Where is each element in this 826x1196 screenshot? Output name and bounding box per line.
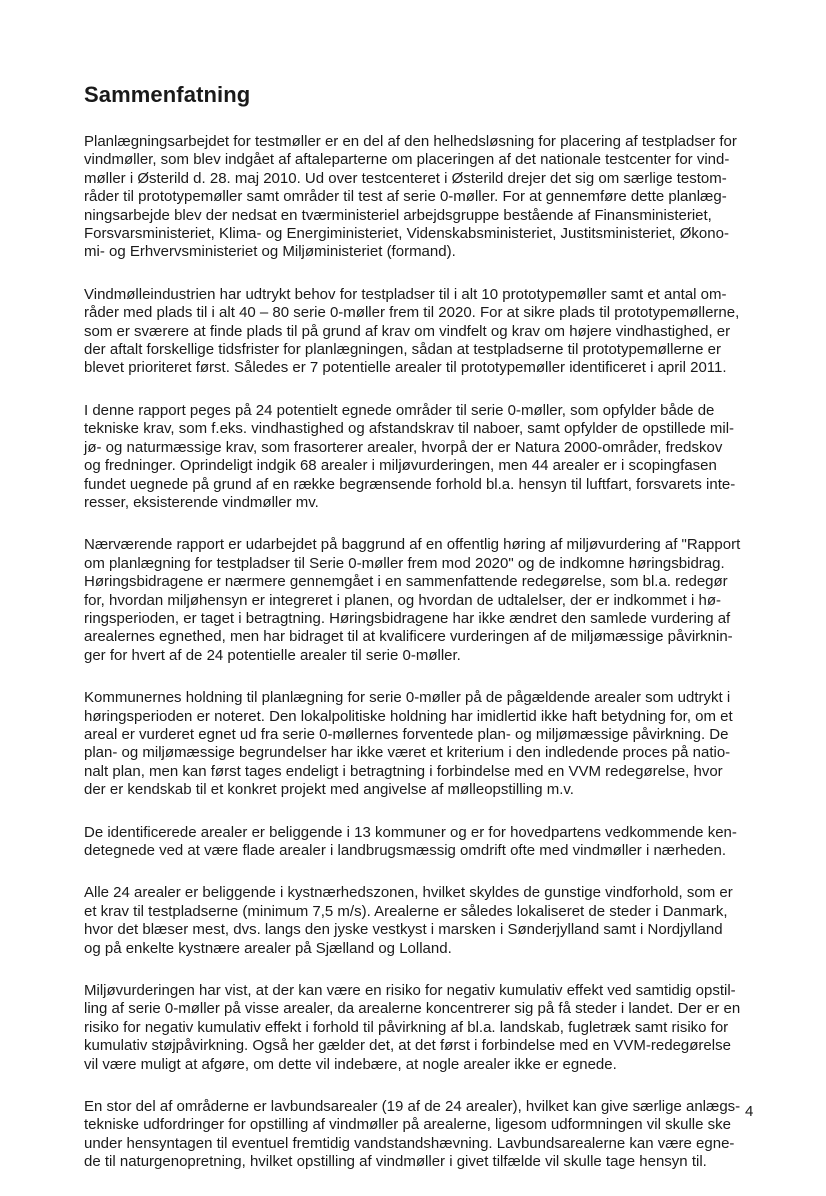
paragraph: I denne rapport peges på 24 potentielt egnede områder til serie 0-møller, som opfylder både de tekniske krav, som f.eks. vindhastighed og afstandskrav til naboer, samt opfylder de opstillede mil- jø- og naturmæssige krav, som frasorterer arealer, hvorpå der er Natura 2000-områder, fredskov og fredninger. Oprindeligt indgik 68 arealer i miljøvurderingen, men 44 arealer er i scopingfasen fundet uegnede på grund af en række begrænsende forhold bl.a. hensyn til luftfart, forsvarets inte- resser, eksisterende vindmøller mv. xyxy=(84,401,736,511)
paragraph: Kommunernes holdning til planlægning for serie 0-møller på de pågældende arealer som udtrykt i høringsperioden er noteret. Den lokalpolitiske holdning har imidlertid ikke haft betydning for, om et areal er vurderet egnet ud fra serie 0-møllernes forventede plan- og miljømæssige påvirkning. De plan- og miljømæssige begrundelser har ikke været et kriterium i den indledende proces på natio- nalt plan, men kan først tages endeligt i betragtning i forbindelse med en VVM redegørelse, hvor der er kendskab til et konkret projekt med angivelse af mølleopstilling m.v. xyxy=(84,689,733,799)
paragraph: Planlægningsarbejdet for testmøller er en del af den helhedsløsning for placering af testpladser for vindmøller, som blev indgået af aftaleparterne om placeringen af det nationale testcenter for vind- møller i Østerild d. 28. maj 2010. Ud over testcenteret i Østerild drejer det sig om særlige testom- råder til prototypemøller samt områder til test af serie 0-møller. For at gennemføre dette planlæg- ningsarbejde blev der nedsat en tværministeriel arbejdsgruppe bestående af Finansministeriet, Forsvarsministeriet, Klima- og Energiministeriet, Videnskabsministeriet, Justitsministeriet, Økono- mi- og Erhvervsministeriet og Miljøministeriet (formand). xyxy=(84,133,737,261)
page-title: Sammenfatning xyxy=(84,82,251,107)
paragraph: Miljøvurderingen har vist, at der kan være en risiko for negativ kumulativ effekt ved samtidig opstil- ling af serie 0-møller på visse arealer, da arealerne koncentrerer sig på få steder i landet. Der er en risiko for negativ kumulativ effekt i forhold til påvirkning af bl.a. landskab, fugletræk samt risiko for kumulativ støjpåvirkning. Også her gælder det, at det først i forbindelse med en VVM-redegørelse vil være muligt at afgøre, om dette vil indebære, at nogle arealer ikke er egnede. xyxy=(84,982,741,1073)
paragraph: De identificerede arealer er beliggende i 13 kommuner og er for hovedpartens vedkommende ken- detegnede ved at være flade arealer i landbrugsmæssig omdrift ofte med vindmøller i nærheden. xyxy=(84,823,737,859)
paragraph: Nærværende rapport er udarbejdet på baggrund af en offentlig høring af miljøvurdering af "Rapport om planlægning for testpladser til Serie 0-møller frem mod 2020" og de indkomne høringsbidrag. Høringsbidragene er nærmere gennemgået i en sammenfattende redegørelse, som bl.a. redegør for, hvordan miljøhensyn er integreret i planen, og hvordan de udtalelser, der er indkommet i hø- ringsperioden, er taget i betragtning. Høringsbidragene har ikke ændret den samlede vurdering af arealernes egnethed, men har bidraget til at kvalificere vurderingen af de miljømæssige påvirknin- ger for hvert af de 24 potentielle arealer til serie 0-møller. xyxy=(84,536,741,664)
paragraph: Alle 24 arealer er beliggende i kystnærhedszonen, hvilket skyldes de gunstige vindforhold, som er et krav til testpladserne (minimum 7,5 m/s). Arealerne er således lokaliseret de steder i Danmark, hvor det blæser mest, dvs. langs den jyske vestkyst i marsken i Sønderjylland samt i Nordjylland og på enkelte kystnære arealer på Sjælland og Lolland. xyxy=(84,884,733,957)
page-number: 4 xyxy=(745,1103,754,1120)
paragraph: Vindmølleindustrien har udtrykt behov for testpladser til i alt 10 prototypemøller samt et antal om- råder med plads til i alt 40 – 80 serie 0-møller frem til 2020. For at sikre plads til prototypemøllerne, som er sværere at finde plads til på grund af krav om vindfelt og krav om højere vindhastighed, er der aftalt forskellige tidsfrister for planlægningen, sådan at testpladserne til prototypemøllerne er blevet prioriteret først. Således er 7 potentielle arealer til prototypemøller identificeret i april 2011. xyxy=(84,285,740,377)
paragraph: En stor del af områderne er lavbundsarealer (19 af de 24 arealer), hvilket kan give særlige anlægs- tekniske udfordringer for opstilling af vindmøller på arealerne, ligesom udformningen vil skulle ske under hensyntagen til eventuel fremtidig vandstandshævning. Lavbundsarealerne kan være egne- de til naturgenopretning, hvilket opstilling af vindmøller i givet tilfælde vil skulle tage hensyn til. xyxy=(84,1098,741,1171)
body-text xyxy=(84,133,764,1196)
